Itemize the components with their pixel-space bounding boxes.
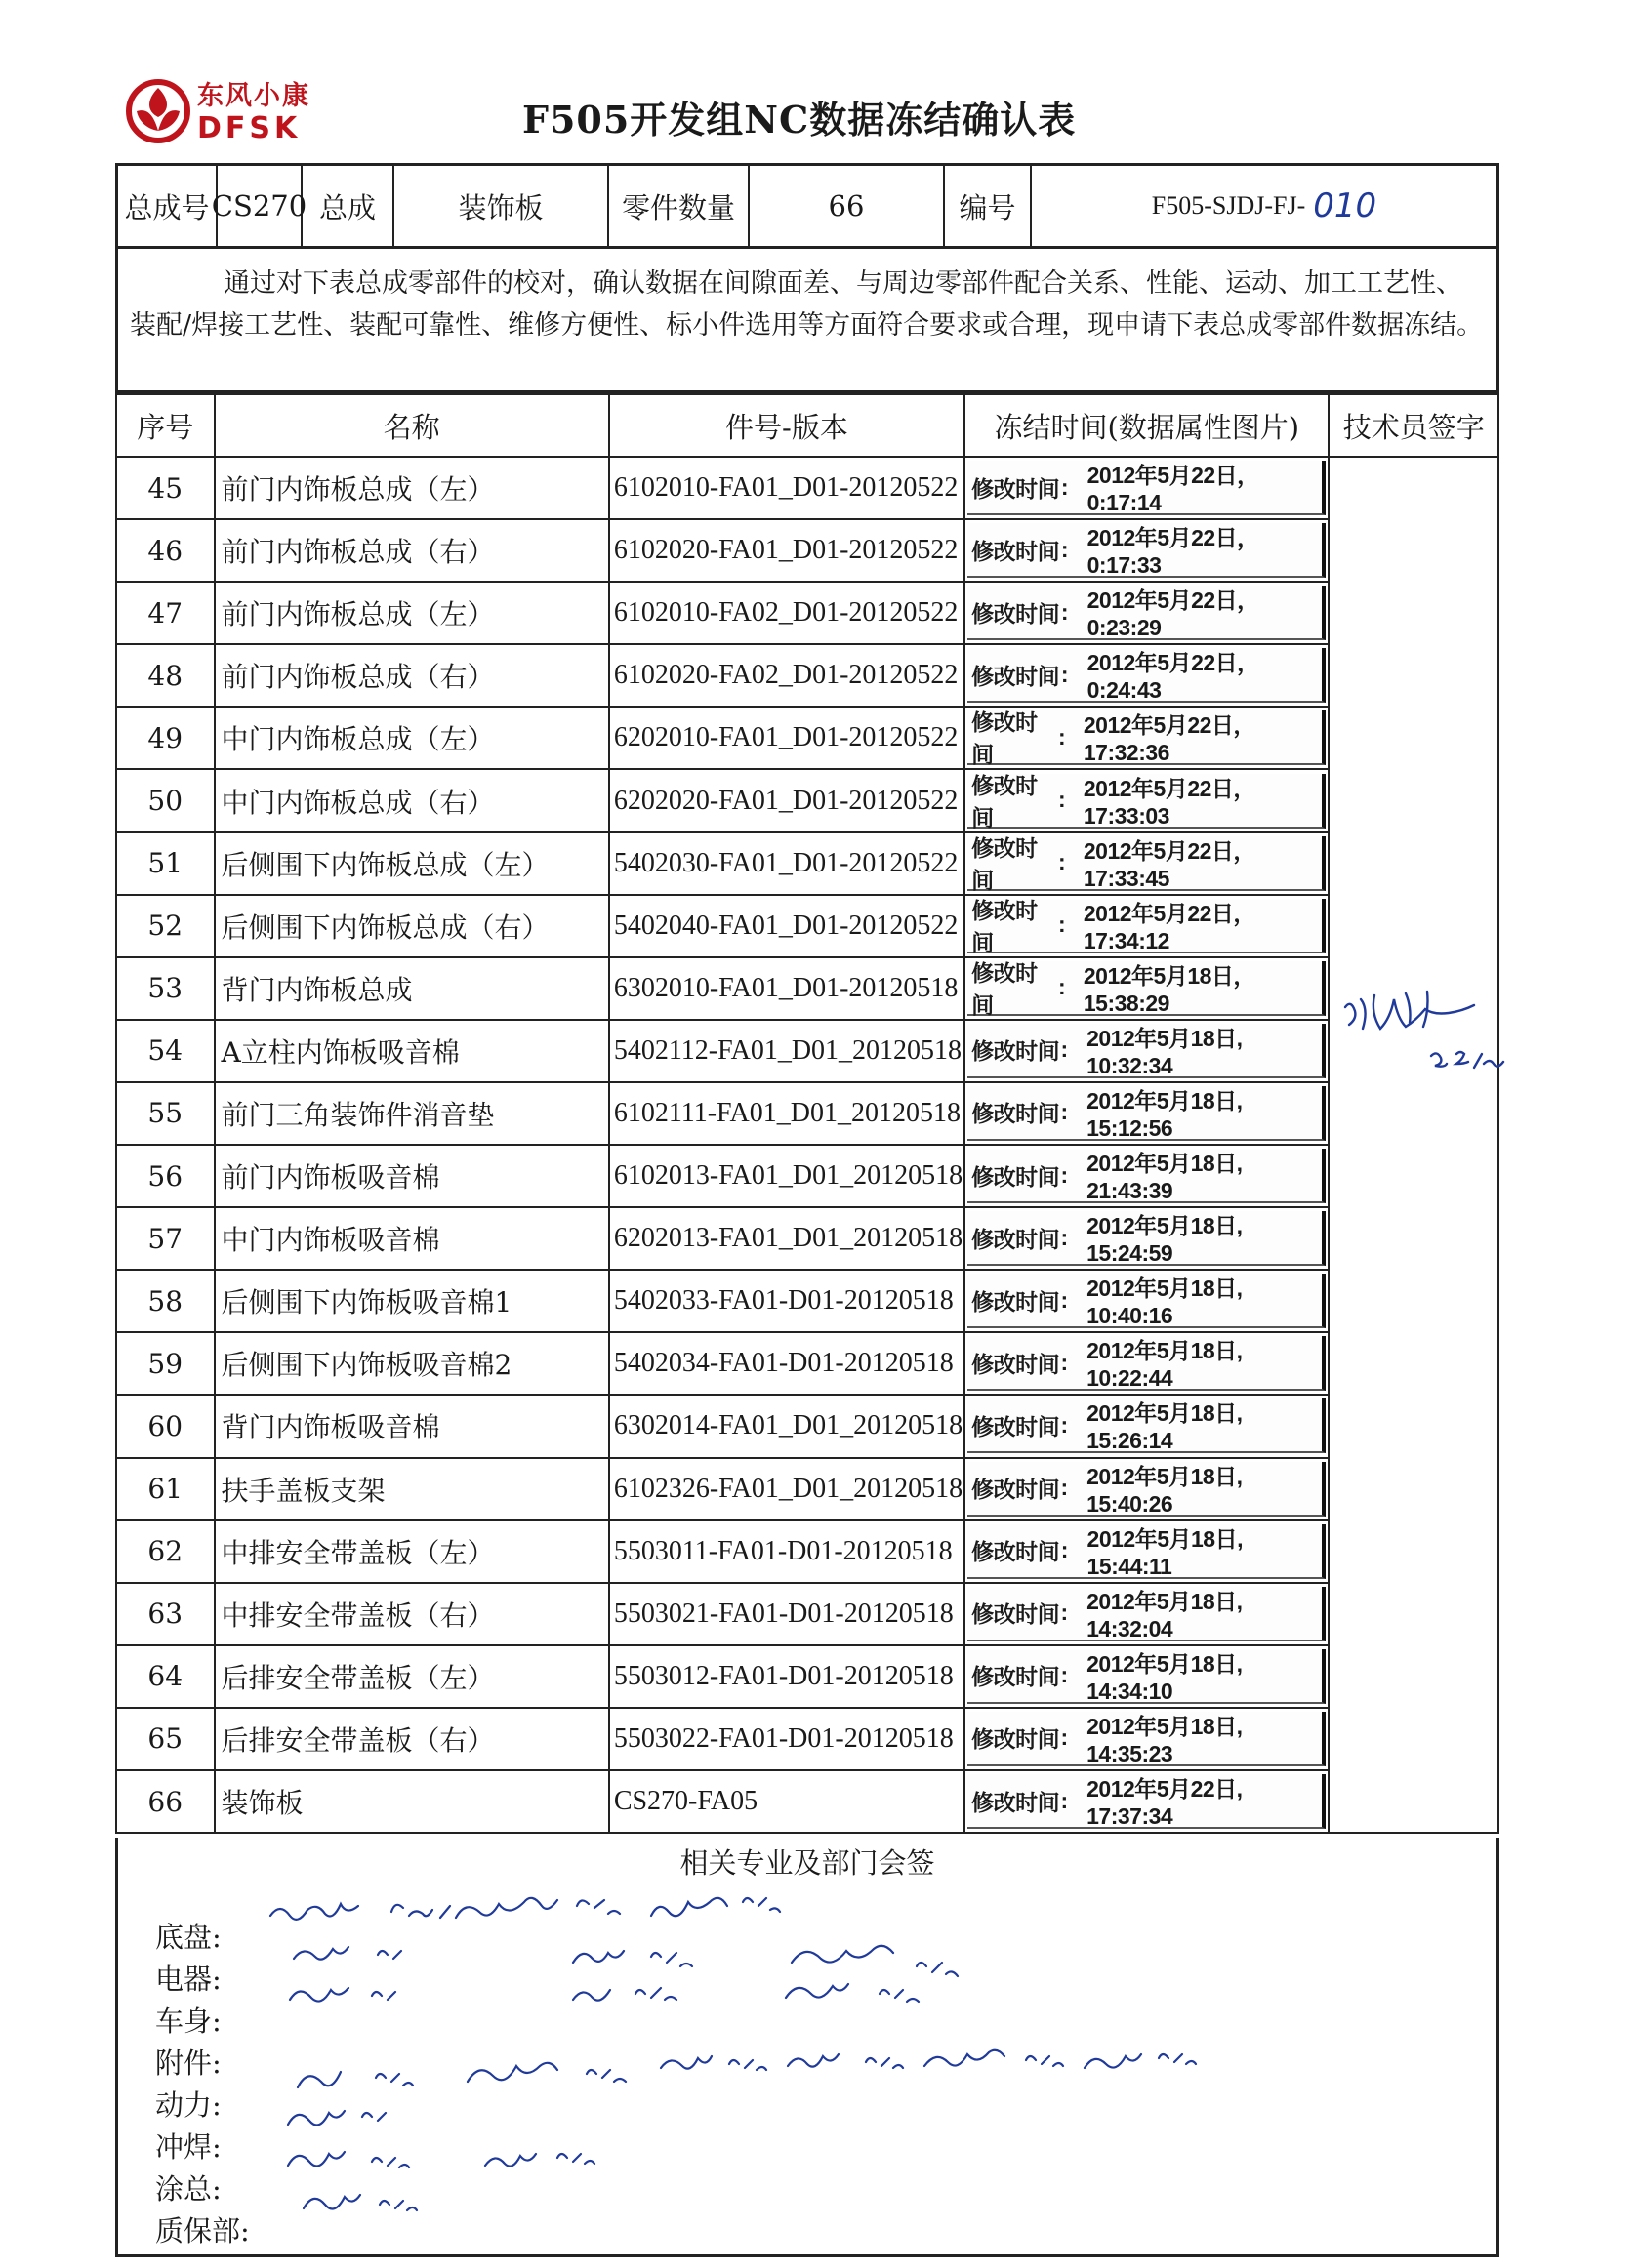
countersign-section (115, 1838, 1499, 2257)
row-name: 背门内饰板总成 (215, 957, 609, 1020)
confirmation-statement: 通过对下表总成零部件的校对，确认数据在间隙面差、与周边零部件配合关系、性能、运动、加工工艺性、装配/焊接工艺性、装配可靠性、维修方便性、标小件选用等方面符合要求或合理，现申请下表总成零部件数据冻结。 (115, 249, 1499, 393)
modified-time-colon: : (1060, 1161, 1068, 1188)
row-freeze-time (964, 582, 1329, 644)
row-seq: 49 (116, 707, 215, 769)
table-body (116, 457, 1498, 1833)
row-part-version: CS270-FA05 (609, 1770, 964, 1833)
assembly-name-value: 装饰板 (394, 166, 609, 246)
modified-time-label: 修改时间 (971, 772, 1038, 830)
table-row (116, 1708, 1498, 1770)
row-part-version: 5503012-FA01-D01-20120518 (609, 1645, 964, 1708)
modified-time-value: 2012年5月22日，0:24:43 (1086, 650, 1259, 704)
row-name: 前门内饰板总成（右） (215, 519, 609, 582)
modified-time-value: 2012年5月22日，17:34:12 (1083, 900, 1255, 953)
row-seq: 66 (116, 1770, 215, 1833)
row-name: 后侧围下内饰板吸音棉1 (215, 1270, 609, 1332)
table-row (116, 1020, 1498, 1082)
modified-time-label: 修改时间 (971, 1351, 1060, 1377)
table-row (116, 1082, 1498, 1145)
row-seq: 45 (116, 457, 215, 519)
dept-painting-assembly-label: 涂总: (155, 2172, 222, 2206)
row-name: 后排安全带盖板（右） (215, 1708, 609, 1770)
row-part-version: 5503011-FA01-D01-20120518 (609, 1520, 964, 1583)
modified-time-colon: : (1057, 723, 1066, 749)
row-seq: 55 (116, 1082, 215, 1145)
row-freeze-time (964, 957, 1329, 1020)
row-part-version: 6102020-FA02_D01-20120522 (609, 644, 964, 707)
row-part-version: 6202013-FA01_D01_20120518 (609, 1207, 964, 1270)
modified-time-value: 2012年5月22日，17:32:36 (1083, 712, 1255, 766)
table-row (116, 1458, 1498, 1520)
modified-time-screenshot (967, 836, 1326, 891)
modified-time-screenshot (967, 1211, 1326, 1266)
dfsk-emblem-icon (125, 78, 191, 144)
modified-time-value: 2012年5月22日，17:33:45 (1083, 837, 1255, 891)
assembly-no-label: 总成号 (118, 166, 218, 246)
assembly-no-value: CS270 (218, 166, 303, 246)
modified-time-colon: : (1060, 1475, 1068, 1501)
header-name: 名称 (215, 394, 609, 457)
row-freeze-time (964, 1770, 1329, 1833)
row-seq: 46 (116, 519, 215, 582)
table-row (116, 1332, 1498, 1395)
row-name: 中门内饰板吸音棉 (215, 1207, 609, 1270)
modified-time-colon: : (1057, 911, 1066, 938)
modified-time-value: 2012年5月18日, 15:26:14 (1086, 1400, 1243, 1454)
row-freeze-time (964, 1708, 1329, 1770)
row-seq: 54 (116, 1020, 215, 1082)
row-part-version: 6102111-FA01_D01_20120518 (609, 1082, 964, 1145)
modified-time-label: 修改时间 (971, 834, 1038, 893)
row-freeze-time (964, 1520, 1329, 1583)
modified-time-screenshot (967, 1086, 1326, 1141)
row-part-version: 6202020-FA01_D01-20120522 (609, 769, 964, 831)
row-freeze-time (964, 1458, 1329, 1520)
modified-time-value: 2012年5月18日, 14:32:04 (1086, 1588, 1243, 1641)
logo-chinese-text: 东风小康 (197, 81, 310, 111)
row-name: 前门内饰板总成（右） (215, 644, 609, 707)
modified-time-colon: : (1060, 1662, 1068, 1688)
modified-time-colon: : (1057, 787, 1066, 813)
modified-time-label: 修改时间 (971, 709, 1038, 768)
modified-time-value: 2012年5月18日, 15:24:59 (1086, 1213, 1243, 1267)
table-row (116, 1395, 1498, 1457)
row-name: 扶手盖板支架 (215, 1458, 609, 1520)
modified-time-screenshot (967, 1649, 1326, 1704)
row-seq: 51 (116, 832, 215, 895)
modified-time-screenshot (967, 774, 1326, 829)
table-row (116, 895, 1498, 957)
technician-signature-cell (1329, 457, 1498, 1833)
modified-time-screenshot (967, 461, 1326, 515)
header-part-version: 件号-版本 (609, 394, 964, 457)
row-part-version: 6302014-FA01_D01_20120518 (609, 1395, 964, 1457)
header-technician-signature: 技术员签字 (1329, 394, 1498, 457)
row-freeze-time (964, 1645, 1329, 1708)
modified-time-label: 修改时间 (971, 897, 1038, 955)
modified-time-value: 2012年5月18日，15:38:29 (1083, 962, 1255, 1016)
modified-time-colon: : (1060, 598, 1069, 625)
row-freeze-time (964, 1207, 1329, 1270)
row-freeze-time (964, 644, 1329, 707)
modified-time-label: 修改时间 (971, 475, 1060, 502)
modified-time-label: 修改时间 (971, 1477, 1060, 1503)
modified-time-value: 2012年5月18日, 10:32:34 (1086, 1025, 1243, 1078)
modified-time-label: 修改时间 (971, 1601, 1060, 1628)
row-part-version: 6202010-FA01_D01-20120522 (609, 707, 964, 769)
logo-english-text: DFSK (197, 111, 302, 145)
row-freeze-time (964, 1583, 1329, 1645)
modified-time-colon: : (1060, 1600, 1068, 1626)
modified-time-label: 修改时间 (971, 1413, 1060, 1439)
row-seq: 52 (116, 895, 215, 957)
row-name: 前门内饰板吸音棉 (215, 1145, 609, 1207)
row-part-version: 5503021-FA01-D01-20120518 (609, 1583, 964, 1645)
row-name: 后侧围下内饰板吸音棉2 (215, 1332, 609, 1395)
modified-time-screenshot (967, 961, 1326, 1016)
modified-time-label: 修改时间 (971, 1101, 1060, 1127)
countersign-title: 相关专业及部门会签 (679, 1846, 935, 1880)
modified-time-label: 修改时间 (971, 1664, 1060, 1690)
table-row (116, 1207, 1498, 1270)
modified-time-screenshot (967, 1024, 1326, 1078)
row-part-version: 5402112-FA01_D01_20120518 (609, 1020, 964, 1082)
modified-time-value: 2012年5月22日，0:17:33 (1086, 525, 1259, 579)
row-part-version: 6102326-FA01_D01_20120518 (609, 1458, 964, 1520)
row-seq: 60 (116, 1395, 215, 1457)
table-row (116, 1645, 1498, 1708)
modified-time-value: 2012年5月22日, 17:37:34 (1086, 1776, 1243, 1830)
row-seq: 47 (116, 582, 215, 644)
modified-time-label: 修改时间 (971, 1726, 1060, 1753)
row-freeze-time (964, 1332, 1329, 1395)
row-freeze-time (964, 1145, 1329, 1207)
serial-label: 编号 (945, 166, 1032, 246)
modified-time-colon: : (1060, 1349, 1068, 1375)
row-seq: 48 (116, 644, 215, 707)
modified-time-label: 修改时间 (971, 1038, 1060, 1065)
part-count-value: 66 (750, 166, 945, 246)
row-seq: 62 (116, 1520, 215, 1583)
modified-time-colon: : (1060, 1724, 1068, 1751)
table-row (116, 1270, 1498, 1332)
row-freeze-time (964, 707, 1329, 769)
serial-prefix: F505-SJDJ-FJ- (1151, 191, 1306, 220)
modified-time-colon: : (1060, 1099, 1068, 1125)
row-freeze-time (964, 1270, 1329, 1332)
table-row (116, 644, 1498, 707)
row-name: 前门内饰板总成（左） (215, 582, 609, 644)
row-seq: 61 (116, 1458, 215, 1520)
row-seq: 53 (116, 957, 215, 1020)
modified-time-colon: : (1060, 1411, 1068, 1438)
dept-chassis-label: 底盘: (155, 1921, 222, 1954)
row-part-version: 6102020-FA01_D01-20120522 (609, 519, 964, 582)
modified-time-screenshot (967, 1774, 1326, 1829)
modified-time-colon: : (1060, 1787, 1068, 1813)
table-row (116, 582, 1498, 644)
row-part-version: 5402030-FA01_D01-20120522 (609, 832, 964, 895)
modified-time-colon: : (1060, 1537, 1068, 1563)
table-row (116, 1520, 1498, 1583)
modified-time-colon: : (1060, 1286, 1068, 1313)
parts-table (115, 393, 1499, 1834)
table-row (116, 1145, 1498, 1207)
row-seq: 63 (116, 1583, 215, 1645)
modified-time-screenshot (967, 1149, 1326, 1203)
table-row (116, 519, 1498, 582)
header-seq: 序号 (116, 394, 215, 457)
row-name: 中排安全带盖板（左） (215, 1520, 609, 1583)
assembly-label: 总成 (303, 166, 394, 246)
table-row (116, 957, 1498, 1020)
modified-time-screenshot (967, 1524, 1326, 1579)
row-part-version: 6302010-FA01_D01-20120518 (609, 957, 964, 1020)
table-row (116, 1583, 1498, 1645)
row-part-version: 6102013-FA01_D01_20120518 (609, 1145, 964, 1207)
modified-time-colon: : (1057, 849, 1066, 875)
modified-time-screenshot (967, 1398, 1326, 1453)
countersign-signatures-image (265, 1873, 1485, 2253)
dept-powertrain-label: 动力: (155, 2088, 222, 2122)
dfsk-logo (125, 72, 355, 150)
modified-time-value: 2012年5月18日, 10:40:16 (1086, 1276, 1243, 1329)
row-name: A立柱内饰板吸音棉 (215, 1020, 609, 1082)
modified-time-screenshot (967, 1274, 1326, 1328)
serial-handwritten: 010 (1313, 186, 1377, 225)
row-name: 后排安全带盖板（左） (215, 1645, 609, 1708)
row-name: 前门内饰板总成（左） (215, 457, 609, 519)
dept-electrical-label: 电器: (155, 1963, 222, 1996)
row-name: 前门三角装饰件消音垫 (215, 1082, 609, 1145)
row-freeze-time (964, 895, 1329, 957)
table-row (116, 769, 1498, 831)
document-title: F505开发组NC数据冻结确认表 (522, 98, 1077, 142)
table-header-row (116, 394, 1498, 457)
row-name: 背门内饰板吸音棉 (215, 1395, 609, 1457)
row-freeze-time (964, 769, 1329, 831)
table-row (116, 1770, 1498, 1833)
row-name: 中门内饰板总成（右） (215, 769, 609, 831)
modified-time-screenshot (967, 709, 1326, 768)
modified-time-value: 2012年5月18日, 21:43:39 (1086, 1151, 1243, 1204)
row-part-version: 5402034-FA01-D01-20120518 (609, 1332, 964, 1395)
modified-time-value: 2012年5月18日, 15:40:26 (1086, 1463, 1243, 1517)
modified-time-value: 2012年5月18日, 10:22:44 (1086, 1338, 1243, 1392)
row-name: 中排安全带盖板（右） (215, 1583, 609, 1645)
row-freeze-time (964, 519, 1329, 582)
table-row (116, 707, 1498, 769)
row-part-version: 5503022-FA01-D01-20120518 (609, 1708, 964, 1770)
modified-time-value: 2012年5月18日, 14:34:10 (1086, 1650, 1243, 1704)
modified-time-colon: : (1060, 1224, 1068, 1250)
row-freeze-time (964, 1082, 1329, 1145)
modified-time-label: 修改时间 (971, 1226, 1060, 1252)
row-seq: 50 (116, 769, 215, 831)
row-seq: 65 (116, 1708, 215, 1770)
dept-quality-label: 质保部: (155, 2214, 250, 2248)
row-part-version: 6102010-FA01_D01-20120522 (609, 457, 964, 519)
row-seq: 56 (116, 1145, 215, 1207)
dept-accessory-label: 附件: (155, 2046, 222, 2080)
modified-time-value: 2012年5月18日, 15:12:56 (1086, 1087, 1243, 1141)
modified-time-value: 2012年5月18日, 14:35:23 (1086, 1713, 1243, 1766)
modified-time-label: 修改时间 (971, 1789, 1060, 1815)
dept-stamping-welding-label: 冲焊: (155, 2130, 222, 2164)
modified-time-screenshot (967, 1462, 1326, 1517)
modified-time-colon: : (1060, 473, 1069, 500)
modified-time-colon: : (1057, 974, 1066, 1000)
modified-time-screenshot (967, 648, 1326, 703)
modified-time-screenshot (967, 1712, 1326, 1766)
table-row (116, 457, 1498, 519)
table-row (116, 832, 1498, 895)
modified-time-value: 2012年5月22日，0:17:14 (1086, 463, 1259, 516)
modified-time-screenshot (967, 1587, 1326, 1641)
part-count-label: 零件数量 (609, 166, 750, 246)
serial-value (1032, 166, 1496, 246)
modified-time-colon: : (1060, 536, 1069, 562)
modified-time-label: 修改时间 (971, 1539, 1060, 1565)
modified-time-colon: : (1060, 661, 1069, 687)
info-row (115, 163, 1499, 249)
modified-time-screenshot (967, 1336, 1326, 1391)
row-name: 中门内饰板总成（左） (215, 707, 609, 769)
modified-time-label: 修改时间 (971, 1163, 1060, 1190)
row-name: 后侧围下内饰板总成（左） (215, 832, 609, 895)
row-freeze-time (964, 1395, 1329, 1457)
header-freeze-time: 冻结时间(数据属性图片) (964, 394, 1329, 457)
row-name: 装饰板 (215, 1770, 609, 1833)
row-part-version: 6102010-FA02_D01-20120522 (609, 582, 964, 644)
modified-time-colon: : (1060, 1036, 1068, 1063)
modified-time-label: 修改时间 (971, 663, 1060, 689)
modified-time-label: 修改时间 (971, 959, 1038, 1018)
row-freeze-time (964, 832, 1329, 895)
dept-body-label: 车身: (155, 2005, 222, 2038)
modified-time-label: 修改时间 (971, 1288, 1060, 1315)
row-seq: 57 (116, 1207, 215, 1270)
modified-time-screenshot (967, 523, 1326, 578)
modified-time-label: 修改时间 (971, 600, 1060, 627)
row-part-version: 5402033-FA01-D01-20120518 (609, 1270, 964, 1332)
row-seq: 64 (116, 1645, 215, 1708)
row-seq: 59 (116, 1332, 215, 1395)
modified-time-screenshot (967, 899, 1326, 953)
row-name: 后侧围下内饰板总成（右） (215, 895, 609, 957)
row-seq: 58 (116, 1270, 215, 1332)
modified-time-value: 2012年5月22日，0:23:29 (1086, 587, 1259, 641)
technician-signature-image (1337, 978, 1513, 1085)
row-freeze-time (964, 1020, 1329, 1082)
row-freeze-time (964, 457, 1329, 519)
modified-time-label: 修改时间 (971, 538, 1060, 564)
row-part-version: 5402040-FA01_D01-20120522 (609, 895, 964, 957)
modified-time-value: 2012年5月18日, 15:44:11 (1086, 1525, 1243, 1579)
modified-time-screenshot (967, 586, 1326, 640)
modified-time-value: 2012年5月22日，17:33:03 (1083, 775, 1255, 829)
